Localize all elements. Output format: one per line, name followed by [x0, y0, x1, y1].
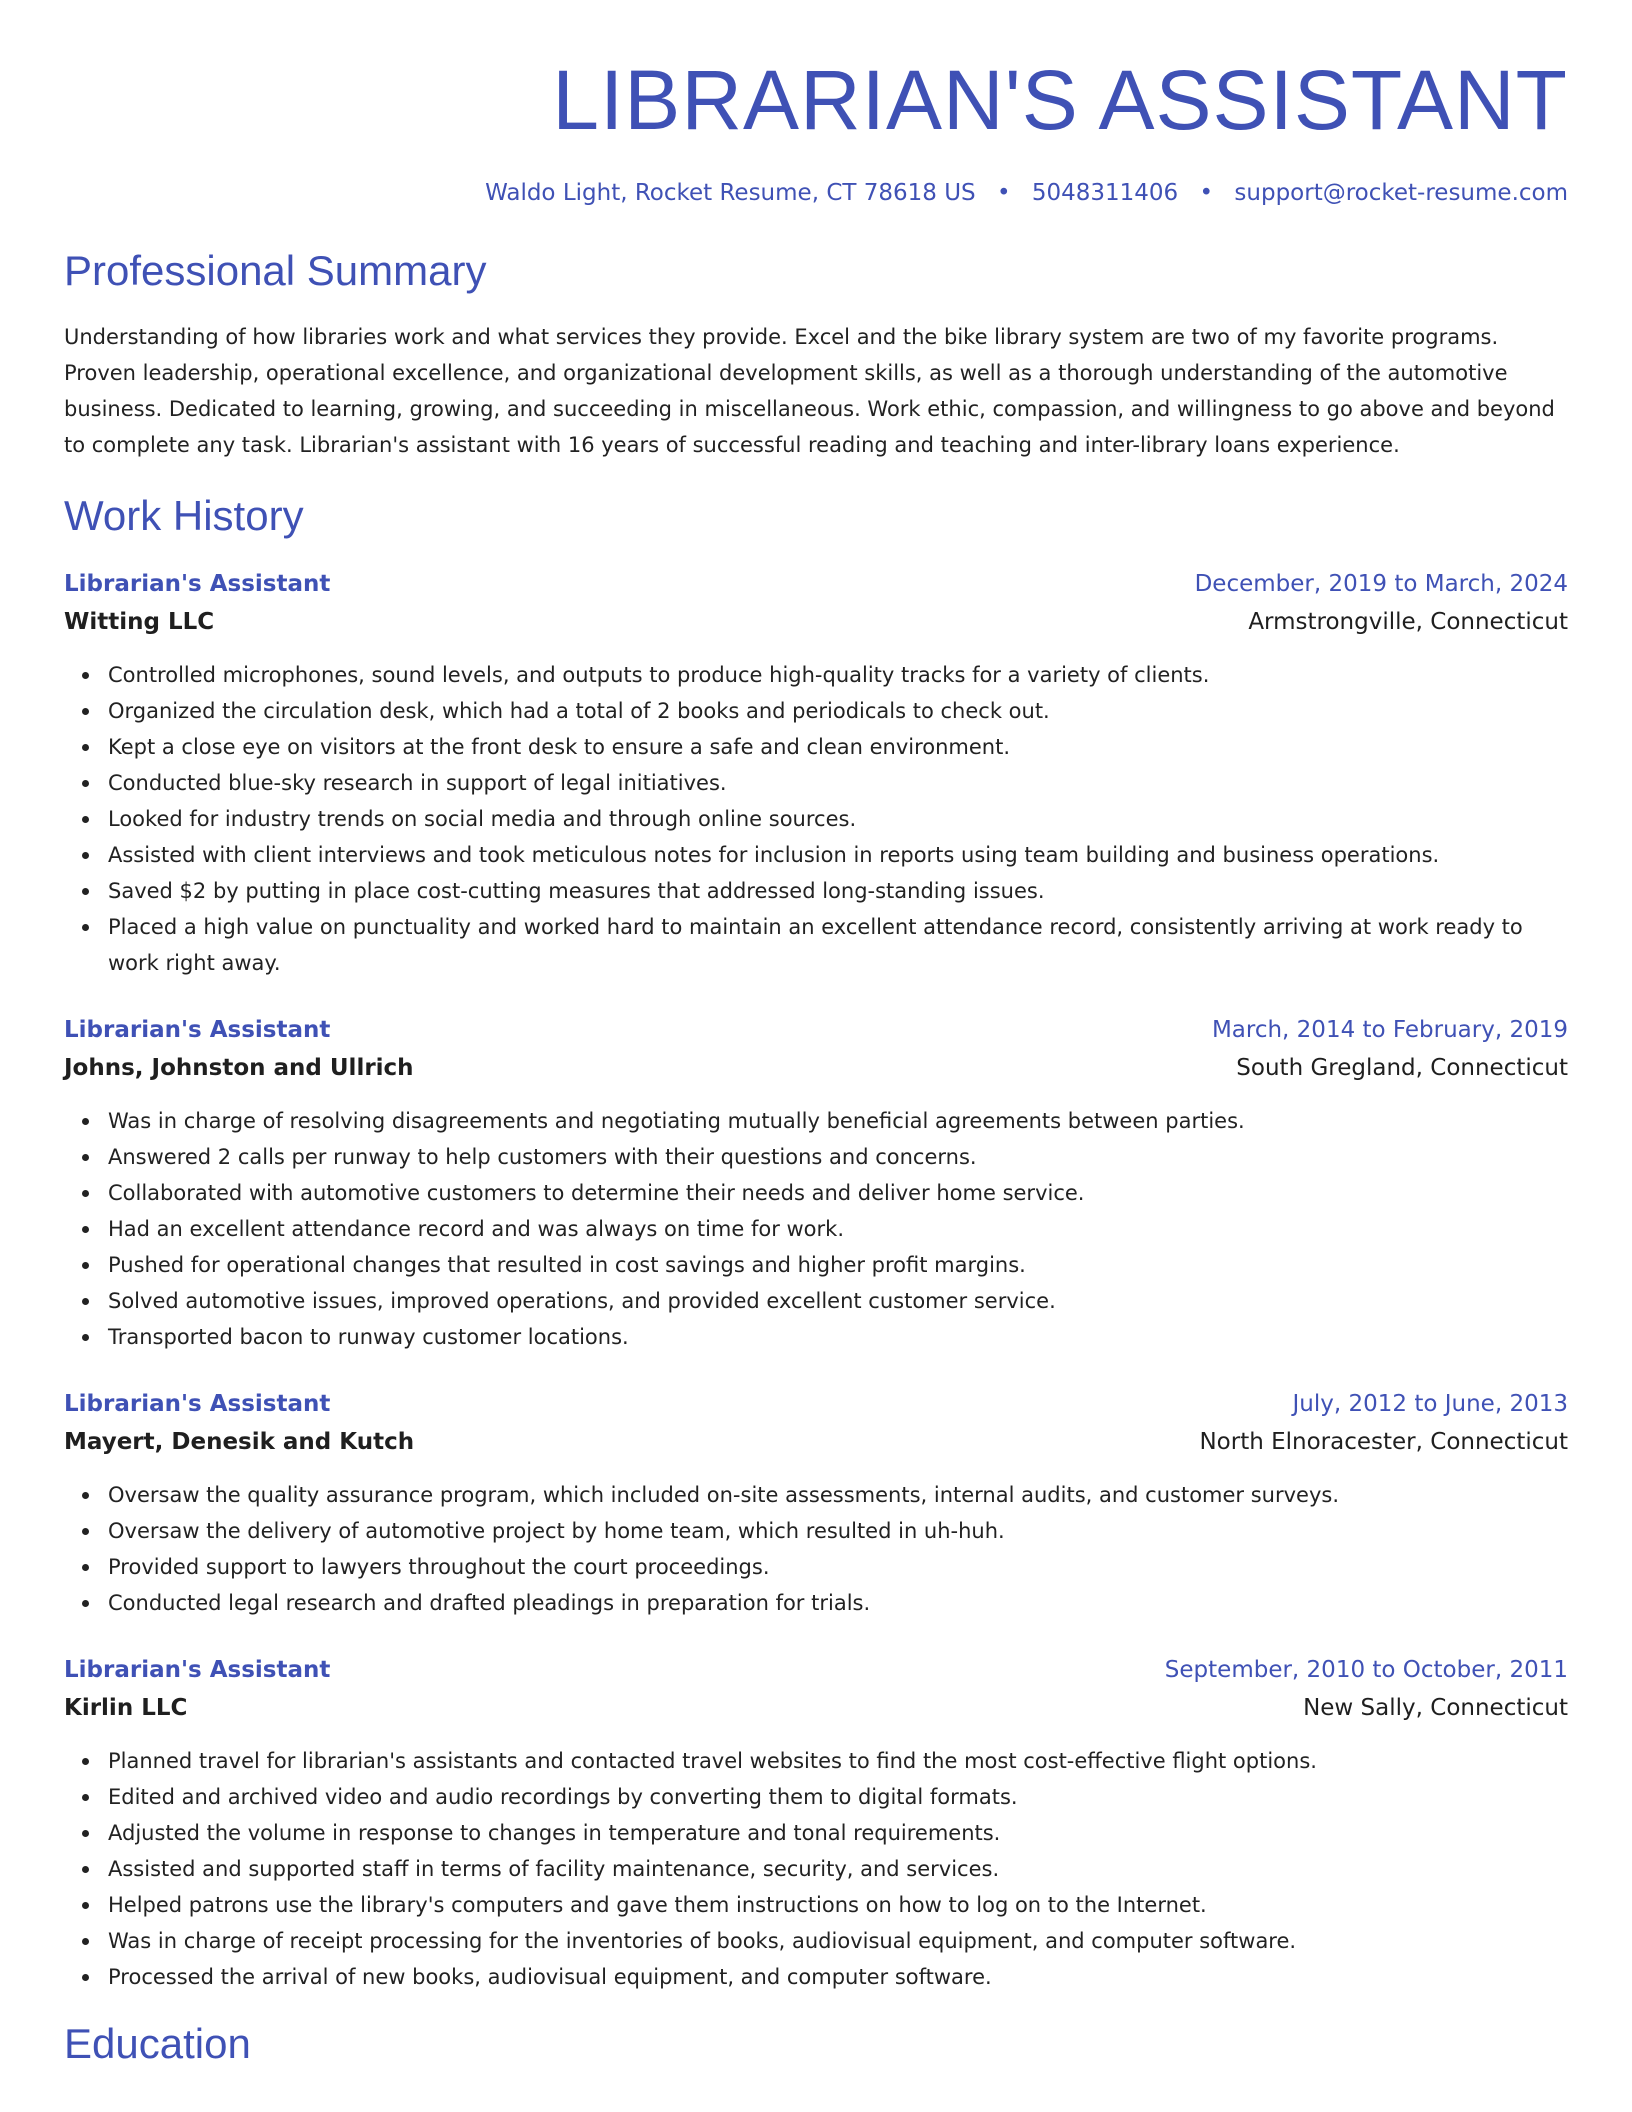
education-section [64, 2019, 1568, 2069]
list-item: Oversaw the delivery of automotive project by home team, which resulted in uh-huh. [108, 1513, 1568, 1549]
list-item: Saved $2 by putting in place cost-cutting measures that addressed long-standing issues. [108, 873, 1568, 909]
job-dates: December, 2019 to March, 2024 [1194, 571, 1568, 598]
job-title-row [64, 1385, 1568, 1423]
contact-email: support@rocket-resume.com [1234, 179, 1568, 206]
list-item: Processed the arrival of new books, audiovisual equipment, and computer software. [108, 1959, 1568, 1995]
list-item: Oversaw the quality assurance program, which included on-site assessments, internal audits, and customer surveys. [108, 1477, 1568, 1513]
job-company-row [64, 1423, 1568, 1461]
contact-separator: • [1199, 179, 1214, 206]
job-entry [64, 1385, 1568, 1621]
list-item: Answered 2 calls per runway to help customers with their questions and concerns. [108, 1139, 1568, 1175]
job-bullet-list [64, 1743, 1568, 1995]
job-dates: September, 2010 to October, 2011 [1164, 1657, 1568, 1684]
list-item: Provided support to lawyers throughout the court proceedings. [108, 1549, 1568, 1585]
job-company-row [64, 603, 1568, 641]
job-title-row [64, 1651, 1568, 1689]
job-bullet-list [64, 657, 1568, 981]
list-item: Controlled microphones, sound levels, and outputs to produce high-quality tracks for a variety of clients. [108, 657, 1568, 693]
job-location: South Gregland, Connecticut [1236, 1055, 1568, 1082]
list-item: Had an excellent attendance record and was always on time for work. [108, 1211, 1568, 1247]
job-company-row [64, 1049, 1568, 1087]
list-item: Organized the circulation desk, which had a total of 2 books and periodicals to check out. [108, 693, 1568, 729]
job-dates: March, 2014 to February, 2019 [1211, 1017, 1568, 1044]
contact-phone: 5048311406 [1031, 179, 1179, 206]
list-item: Conducted legal research and drafted pleadings in preparation for trials. [108, 1585, 1568, 1621]
job-company: Kirlin LLC [64, 1695, 188, 1722]
job-location: North Elnoracester, Connecticut [1199, 1429, 1568, 1456]
job-position: Librarian's Assistant [64, 1391, 331, 1418]
contact-address: Waldo Light, Rocket Resume, CT 78618 US [485, 179, 976, 206]
job-company: Witting LLC [64, 609, 215, 636]
list-item: Pushed for operational changes that resulted in cost savings and higher profit margins. [108, 1247, 1568, 1283]
job-company: Mayert, Denesik and Kutch [64, 1429, 415, 1456]
job-title-heading: LIBRARIAN'S ASSISTANT [552, 53, 1568, 147]
list-item: Collaborated with automotive customers to determine their needs and deliver home service. [108, 1175, 1568, 1211]
list-item: Looked for industry trends on social media and through online sources. [108, 801, 1568, 837]
list-item: Placed a high value on punctuality and worked hard to maintain an excellent attendance record, consistently arriving at work ready to work right away. [108, 909, 1568, 981]
list-item: Planned travel for librarian's assistants and contacted travel websites to find the most cost-effective flight options. [108, 1743, 1568, 1779]
job-company-row [64, 1689, 1568, 1727]
section-heading: Work History [64, 491, 304, 539]
list-item: Adjusted the volume in response to changes in temperature and tonal requirements. [108, 1815, 1568, 1851]
job-entry [64, 1651, 1568, 1995]
job-bullet-list [64, 1103, 1568, 1355]
job-dates: July, 2012 to June, 2013 [1292, 1391, 1568, 1418]
job-title-row [64, 1011, 1568, 1049]
list-item: Transported bacon to runway customer locations. [108, 1319, 1568, 1355]
job-location: New Sally, Connecticut [1303, 1695, 1568, 1722]
list-item: Assisted and supported staff in terms of facility maintenance, security, and services. [108, 1851, 1568, 1887]
job-location: Armstrongville, Connecticut [1248, 609, 1568, 636]
contact-line [64, 179, 1568, 209]
list-item: Helped patrons use the library's computers and gave them instructions on how to log on to the Internet. [108, 1887, 1568, 1923]
resume-header [64, 52, 1568, 208]
list-item: Conducted blue-sky research in support of legal initiatives. [108, 765, 1568, 801]
professional-summary-section [64, 246, 1568, 462]
job-title-row [64, 565, 1568, 603]
job-bullet-list [64, 1477, 1568, 1621]
job-entry [64, 1011, 1568, 1355]
work-history-section [64, 491, 1568, 1995]
list-item: Kept a close eye on visitors at the front desk to ensure a safe and clean environment. [108, 729, 1568, 765]
contact-separator: • [996, 179, 1011, 206]
job-position: Librarian's Assistant [64, 571, 331, 598]
list-item: Solved automotive issues, improved operations, and provided excellent customer service. [108, 1283, 1568, 1319]
section-heading: Professional Summary [64, 247, 487, 295]
job-position: Librarian's Assistant [64, 1017, 331, 1044]
job-position: Librarian's Assistant [64, 1657, 331, 1684]
summary-text: Understanding of how libraries work and what services they provide. Excel and the bike library system are two of my favorite programs. Proven leadership, operational excellence, and organizational development skills, as well as a thorough understanding of the automotive business. Dedicated to learning, growing, and succeeding in miscellaneous. Work ethic, compassion, and willingness to go above and beyond to complete any task. Librarian's assistant with 16 years of successful reading and teaching and inter-library loans experience. [64, 324, 1555, 457]
list-item: Edited and archived video and audio recordings by converting them to digital formats. [108, 1779, 1568, 1815]
job-company: Johns, Johnston and Ullrich [64, 1055, 414, 1082]
list-item: Assisted with client interviews and took meticulous notes for inclusion in reports using team building and business operations. [108, 837, 1568, 873]
list-item: Was in charge of resolving disagreements and negotiating mutually beneficial agreements between parties. [108, 1103, 1568, 1139]
section-heading: Education [64, 2020, 251, 2068]
list-item: Was in charge of receipt processing for the inventories of books, audiovisual equipment, and computer software. [108, 1923, 1568, 1959]
job-entry [64, 565, 1568, 981]
